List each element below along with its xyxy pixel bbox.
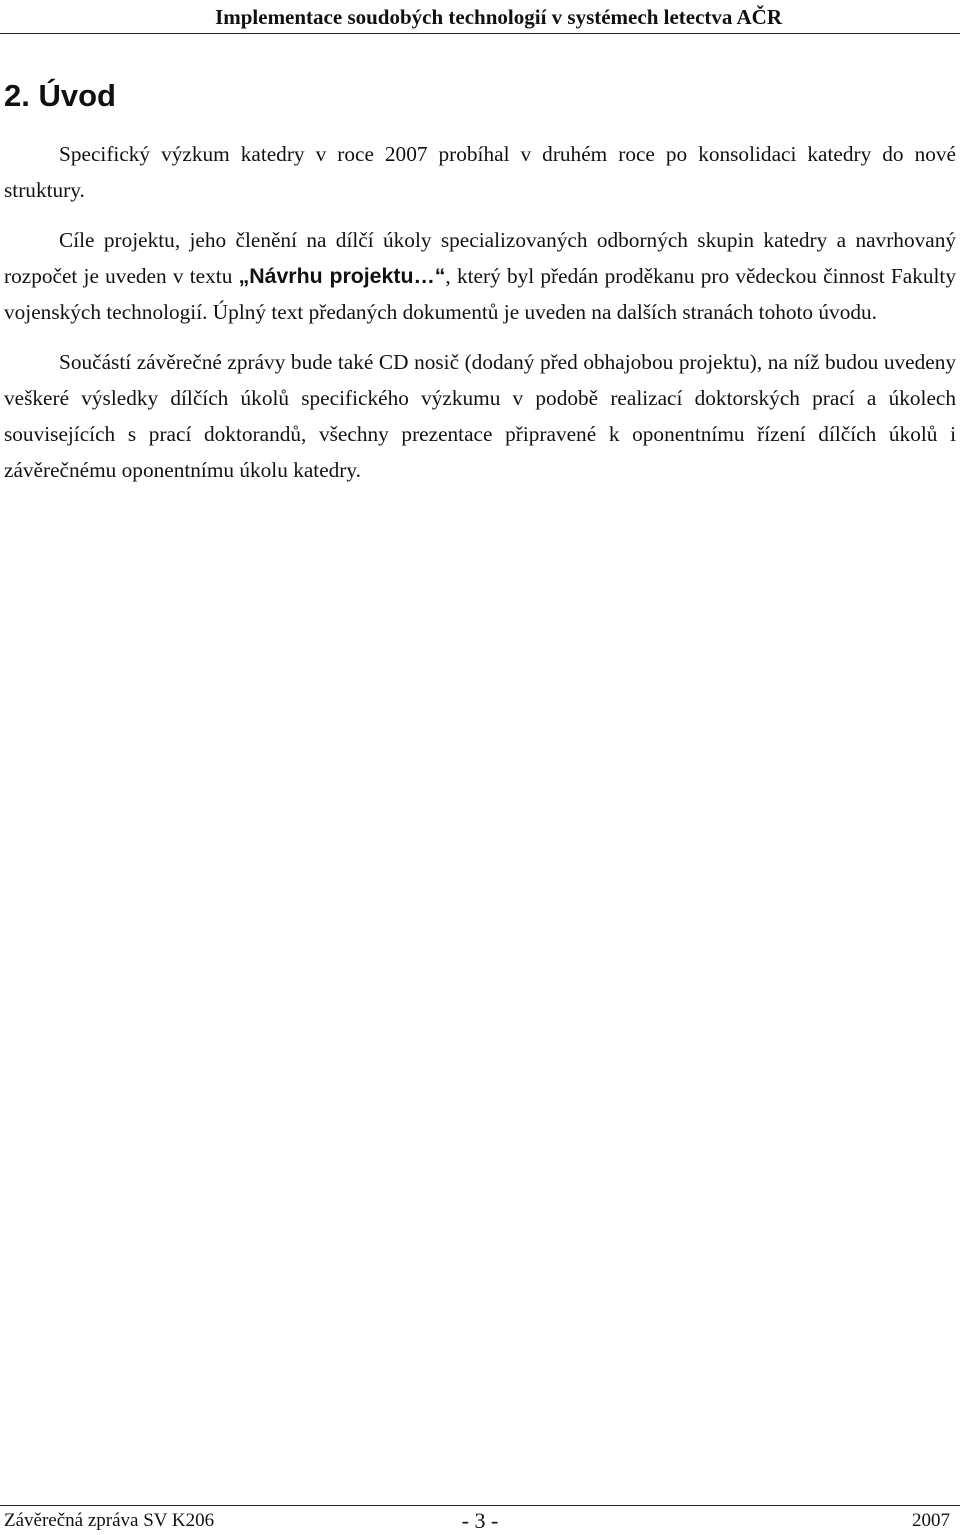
section-heading: 2. Úvod [4, 78, 116, 113]
project-proposal-title: „Návrhu projektu…“ [238, 264, 446, 288]
page-number: - 3 - [461, 1508, 499, 1533]
page-header [0, 0, 960, 34]
document-body [4, 136, 956, 502]
footer-report-name: Závěrečná zpráva SV K206 [4, 1510, 215, 1531]
paragraph-1: Specifický výzkum katedry v roce 2007 probíhal v druhém roce po konsolidaci katedry do nové struktury. [4, 142, 956, 202]
paragraph-2-text-start: Cíle projektu, jeho členění na dílčí úkoly specializovaných odborných skupin katedry a navrhovaný rozpočet je uveden v textu [4, 228, 956, 288]
header-title: Implementace soudobých technologií v systémech letectva AČR [215, 5, 782, 29]
paragraph-2-text-end: , který byl předán proděkanu pro vědeckou činnost Fakulty vojenských technologií. Úplný text předaných dokumentů je uveden na dalších stranách tohoto úvodu. [4, 264, 956, 324]
paragraph-2 [4, 222, 956, 330]
page-footer [0, 1505, 960, 1535]
paragraph-3: Součástí závěrečné zprávy bude také CD nosič (dodaný před obhajobou projektu), na níž budou uvedeny veškeré výsledky dílčích úkolů specifického výzkumu v podobě realizací doktorských prací a úkolech souvisejících s prací doktorandů, všechny prezentace připravené k oponentnímu řízení dílčích úkolů i závěrečnému oponentnímu úkolu katedry. [4, 350, 956, 482]
footer-year: 2007 [912, 1510, 950, 1531]
